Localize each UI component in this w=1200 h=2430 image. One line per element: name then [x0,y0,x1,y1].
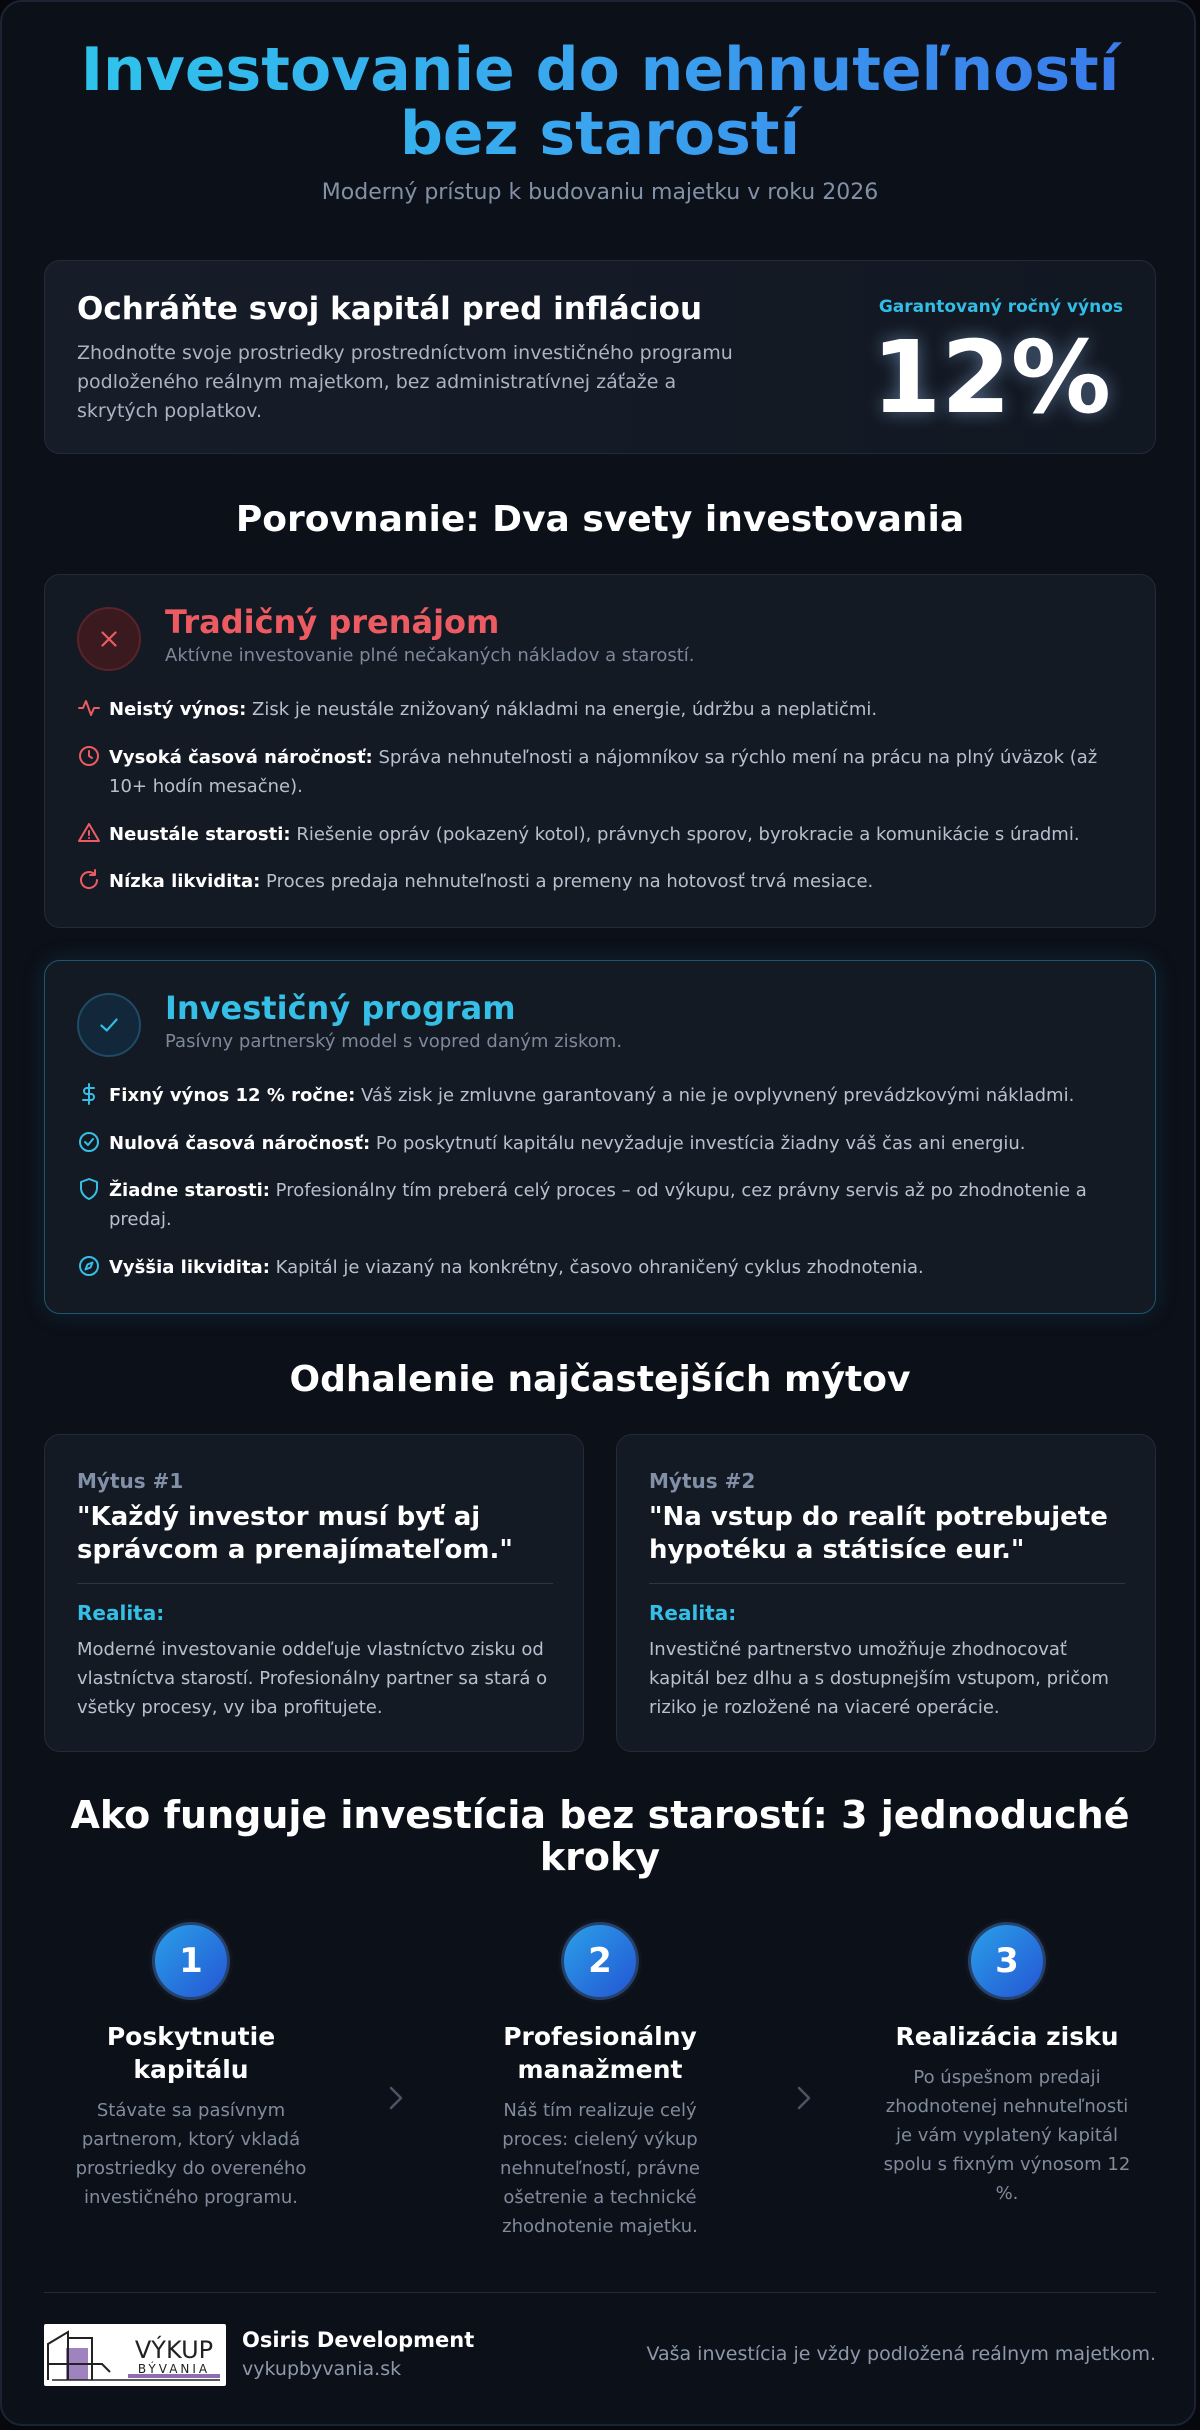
item-label: Nulová časová náročnosť: [109,1133,371,1154]
item-label: Vysoká časová náročnosť: [109,747,373,768]
item-text: Správa nehnuteľnosti a nájomníkov sa rýchlo mení na prácu na plný úväzok (až 10+ hodín mesačne). [109,747,1098,797]
item-label: Fixný výnos 12 % ročne: [109,1085,356,1106]
item-text: Proces predaja nehnuteľnosti a premeny na hotovosť trvá mesiace. [260,871,874,892]
item-text: Váš zisk je zmluvne garantovaný a nie je ovplyvnený prevádzkovými nákladmi. [355,1085,1075,1106]
chevron-right-icon [792,2080,816,2116]
step-number: 1 [152,1922,230,2000]
comparison-title: Porovnanie: Dva svety investovania [235,499,965,540]
step-number: 2 [561,1922,639,2000]
compass-icon [77,1254,101,1278]
step-title: Poskytnutie kapitálu [106,2022,276,2084]
company-website[interactable]: vykupbyvania.sk [242,2358,402,2380]
myth-quote: "Každý investor musí byť aj správcom a prenajímateľom." [77,1502,513,1565]
dollar-icon [77,1082,101,1106]
reality-label: Realita: [77,1601,165,1625]
investment-subtitle: Pasívny partnerský model s vopred daným ziskom. [165,1031,623,1052]
refresh-icon [77,868,101,892]
item-label: Neistý výnos: [109,699,247,720]
divider [649,1583,1125,1584]
warning-icon [77,821,101,845]
hero-title-line-2: bez starostí [399,99,801,169]
pulse-icon [77,696,101,720]
item-text: Kapitál je viazaný na konkrétny, časovo ohraničený cyklus zhodnotenia. [269,1257,924,1278]
traditional-title: Tradičný prenájom [165,603,500,641]
check-circle-icon [77,1130,101,1154]
company-name: Osiris Development [242,2328,475,2352]
logo-wordmark-top: VÝKUP [134,2336,214,2364]
investment-title: Investičný program [165,989,516,1027]
step-2 [455,1922,745,2241]
investment-program-card [44,960,1156,1314]
step-1 [46,1922,336,2212]
item-label: Žiadne starosti: [109,1180,270,1201]
x-icon [77,607,141,671]
clock-icon [77,744,101,768]
step-title: Profesionálny manažment [503,2022,697,2084]
inflation-title: Ochráňte svoj kapitál pred infláciou [77,291,703,327]
item-label: Vyššia likvidita: [109,1257,270,1278]
shield-icon [77,1177,101,1201]
reality-text: Investičné partnerstvo umožňuje zhodnocovať kapitál bez dlhu a s dostupnejším vstupom, pričom riziko je rozložené na viaceré operácie. [649,1639,1109,1718]
myth-label: Mýtus #2 [649,1469,756,1493]
step-title: Realizácia zisku [895,2022,1119,2051]
traditional-subtitle: Aktívne investovanie plné nečakaných nákladov a starostí. [165,645,695,666]
hero-title-line-1: Investovanie do nehnuteľností [80,35,1120,105]
footer-divider [44,2292,1156,2293]
item-text: Riešenie opráv (pokazený kotol), právnych sporov, byrokracie a komunikácie s úradmi. [290,824,1080,845]
step-3 [862,1922,1152,2208]
item-text: Zisk je neustále znižovaný nákladmi na energie, údržbu a neplatičmi. [246,699,878,720]
myth-card [616,1434,1156,1752]
myth-card [44,1434,584,1752]
inflation-card [44,260,1156,454]
reality-text: Moderné investovanie oddeľuje vlastníctvo zisku od vlastníctva starostí. Profesionálny partner sa stará o všetky procesy, vy iba profitujete. [77,1639,548,1718]
myth-quote: "Na vstup do realít potrebujete hypotéku a státisíce eur." [649,1502,1108,1565]
inflation-text: Zhodnoťte svoje prostriedky prostredníctvom investičného programu podloženého reálnym majetkom, bez administratívnej záťaže a skrytých poplatkov. [77,342,733,422]
traditional-rental-card [44,574,1156,928]
item-text: Po poskytnutí kapitálu nevyžaduje investícia žiadny váš čas ani energiu. [370,1133,1026,1154]
item-label: Neustále starosti: [109,824,291,845]
step-text: Náš tím realizuje celý proces: cielený výkup nehnuteľností, právne ošetrenie a technické zhodnotenie majetku. [500,2100,700,2237]
step-text: Stávate sa pasívnym partnerom, ktorý vkladá prostriedky do overeného investičného programu. [75,2100,307,2208]
logo-wordmark-bottom: BÝVANIA [137,2362,211,2376]
chevron-right-icon [384,2080,408,2116]
divider [77,1583,553,1584]
yield-label: Garantovaný ročný výnos [878,297,1123,317]
reality-label: Realita: [649,1601,737,1625]
myth-label: Mýtus #1 [77,1469,184,1493]
hero-subtitle: Moderný prístup k budovaniu majetku v roku 2026 [321,180,879,205]
step-text: Po úspešnom predaji zhodnotenej nehnuteľnosti je vám vyplatený kapitál spolu s fixným výnosom 12 %. [883,2067,1131,2204]
item-text: Profesionálny tím preberá celý proces – od výkupu, cez právny servis až po zhodnotenie a predaj. [109,1180,1087,1230]
footer-note: Vaša investícia je vždy podložená reálnym majetkom. [646,2343,1156,2365]
step-number: 3 [968,1922,1046,2000]
company-logo [44,2324,226,2386]
check-icon [77,993,141,1057]
myths-title: Odhalenie najčastejších mýtov [289,1359,911,1400]
item-label: Nízka likvidita: [109,871,261,892]
yield-value: 12% [871,319,1111,436]
steps-title: Ako funguje investícia bez starostí: 3 jednoduché kroky [70,1793,1130,1879]
hero-title [40,35,1160,169]
